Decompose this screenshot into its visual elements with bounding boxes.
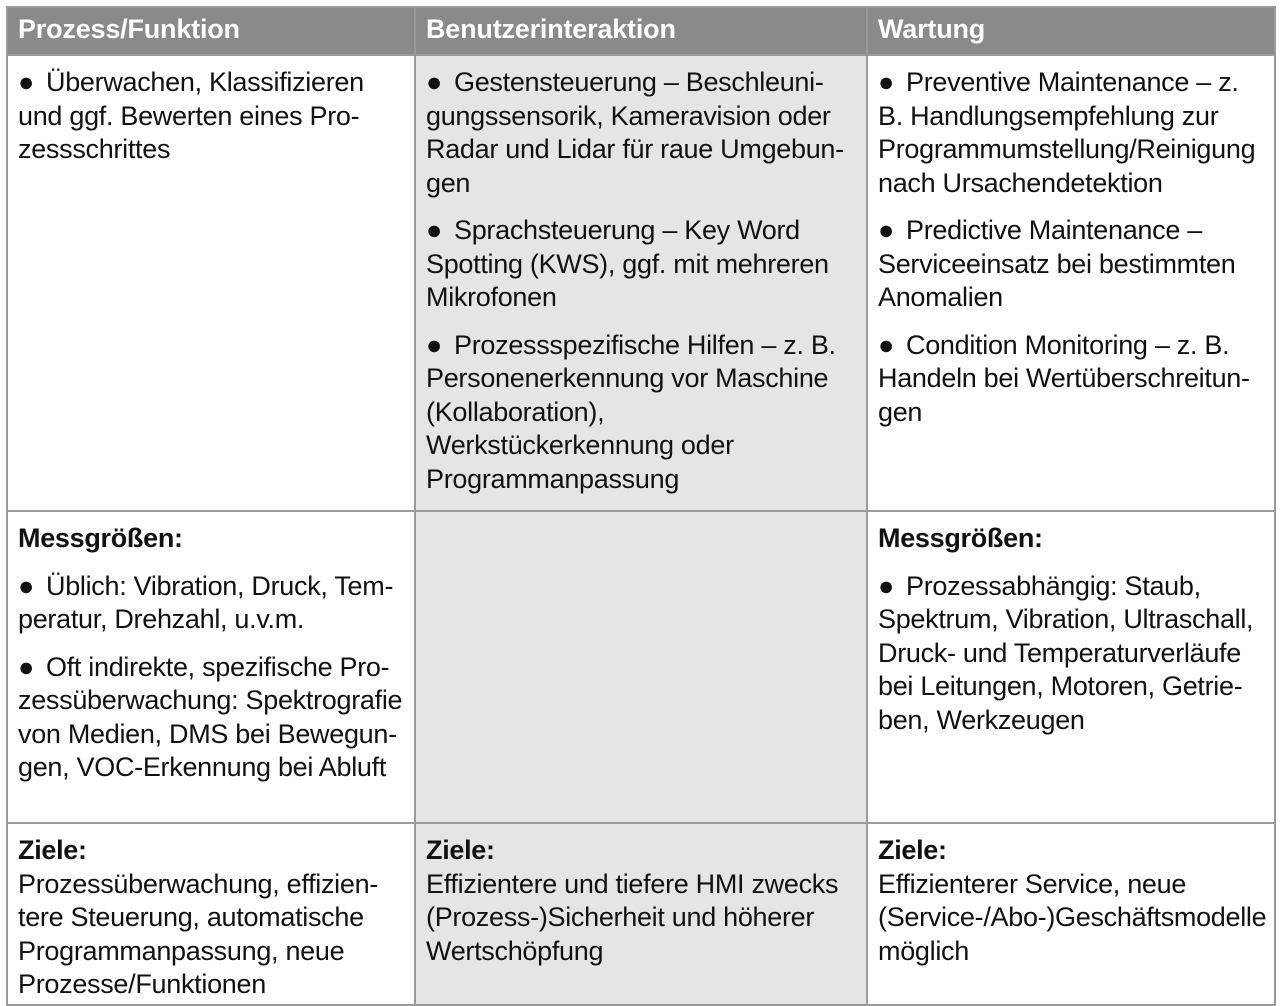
cell-text: Effizienterer Service, neue (Service-/Abo-)Geschäftsmodelle möglich xyxy=(878,868,1267,966)
list-item-text: Gestensteuerung – Beschleunigungssensorik, Kameravision oder Radar und Lidar für raue Umgebungen xyxy=(426,67,845,198)
cell-wartung-funktionen xyxy=(867,55,1275,511)
bullet-icon: ● xyxy=(18,67,35,97)
comparison-table-container xyxy=(6,6,1274,999)
cell-text: Prozessüberwachung, effizientere Steuerung, automatische Programmanpassung, neue Prozesse/Funktionen xyxy=(18,868,379,999)
bullet-icon: ● xyxy=(426,215,443,245)
cell-benutzerinteraktion-empty xyxy=(415,511,867,823)
list-item xyxy=(18,651,404,785)
list-item xyxy=(18,570,404,637)
bullet-icon: ● xyxy=(18,570,35,601)
list-item-text: Predictive Maintenance – Serviceeinsatz bei bestimmten Anomalien xyxy=(878,215,1236,312)
bullet-icon: ● xyxy=(426,67,443,97)
header-benutzerinteraktion: Benutzerinteraktion xyxy=(415,7,867,55)
list-item xyxy=(426,329,856,497)
list-item xyxy=(878,66,1264,200)
list-item xyxy=(878,329,1264,430)
bullet-icon: ● xyxy=(878,329,895,360)
list-item-text: Überwachen, Klassifizieren und ggf. Bewerten eines Prozessschrittes xyxy=(18,67,364,164)
cell-wartung-ziele xyxy=(867,823,1275,1005)
table-row xyxy=(7,55,1275,511)
list-item xyxy=(878,570,1264,738)
list-item xyxy=(426,214,856,315)
table-row xyxy=(7,823,1275,1005)
section-heading: Messgrößen: xyxy=(878,523,1043,553)
list-item-text: Oft indirekte, spezifische Prozessüberwachung: Spektrografie von Medien, DMS bei Bewegungen, VOC-Erkennung bei Abluft xyxy=(18,651,403,782)
section-heading: Ziele: xyxy=(18,835,87,865)
list-item-text: Preventive Maintenance – z. B. Handlungsempfehlung zur Programmumstellung/Reinigung nach Ursachendetektion xyxy=(878,67,1256,198)
table-row xyxy=(7,511,1275,823)
section-heading: Ziele: xyxy=(878,835,947,865)
cell-text: Effizientere und tiefere HMI zwecks (Prozess-)Sicherheit und höherer Wertschöpfung xyxy=(426,868,839,966)
header-wartung: Wartung xyxy=(867,7,1275,55)
list-item-text: Prozessspezifische Hilfen – z. B. Personenerkennung vor Maschine (Kollaboration), Werkstückerkennung oder Programmanpassung xyxy=(426,329,836,494)
list-item-text: Condition Monitoring – z. B. Handeln bei Wertüberschreitungen xyxy=(878,329,1251,427)
comparison-table xyxy=(6,6,1276,1006)
list-item xyxy=(18,66,404,167)
header-prozess-funktion: Prozess/Funktion xyxy=(7,7,415,55)
list-item-text: Sprachsteuerung – Key Word Spotting (KWS), ggf. mit mehreren Mikrofonen xyxy=(426,215,829,312)
header-row xyxy=(7,7,1275,55)
bullet-icon: ● xyxy=(878,215,895,245)
cell-benutzerinteraktion-funktionen xyxy=(415,55,867,511)
cell-wartung-messgroessen xyxy=(867,511,1275,823)
bullet-icon: ● xyxy=(878,67,895,97)
section-heading: Messgrößen: xyxy=(18,523,183,553)
list-item xyxy=(878,214,1264,315)
bullet-icon: ● xyxy=(18,651,35,682)
bullet-icon: ● xyxy=(426,329,443,360)
list-item-text: Prozessabhängig: Staub, Spektrum, Vibration, Ultraschall, Druck- und Temperaturverläufe bei Leitungen, Motoren, Getrieben, Werkzeugen xyxy=(878,570,1254,735)
cell-prozess-funktionen xyxy=(7,55,415,511)
list-item-text: Üblich: Vibration, Druck, Temperatur, Drehzahl, u.v.m. xyxy=(18,570,394,634)
cell-prozess-messgroessen xyxy=(7,511,415,823)
cell-prozess-ziele xyxy=(7,823,415,1005)
bullet-icon: ● xyxy=(878,570,895,601)
section-heading: Ziele: xyxy=(426,835,495,865)
list-item xyxy=(426,66,856,200)
cell-benutzerinteraktion-ziele xyxy=(415,823,867,1005)
